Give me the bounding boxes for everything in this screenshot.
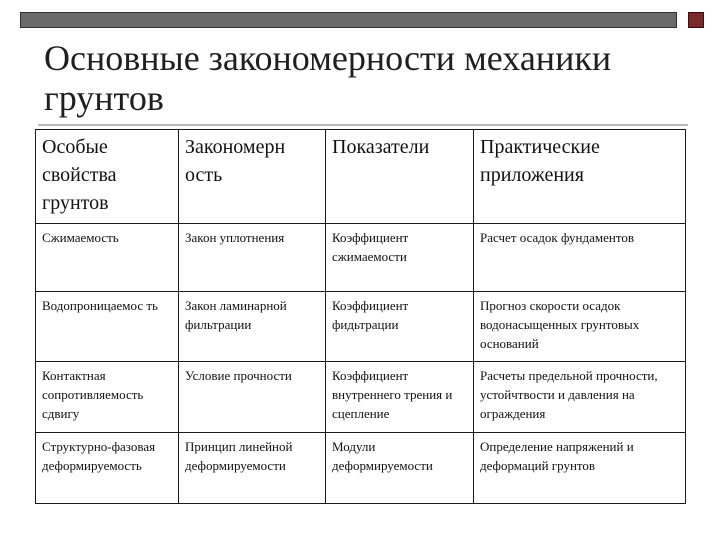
laws-table xyxy=(35,129,686,504)
table-cell: Расчет осадок фундаментов xyxy=(474,224,686,292)
table-cell: Контактная сопротивляемость сдвигу xyxy=(36,362,179,433)
header-cell-properties: Особые свойства грунтов xyxy=(36,130,179,224)
table-row xyxy=(36,362,686,433)
header-cell-indicators: Показатели xyxy=(326,130,474,224)
table-cell: Сжимаемость xyxy=(36,224,179,292)
table-cell: Определение напряжений и деформаций грунтов xyxy=(474,433,686,504)
table-cell: Коэффициент внутреннего трения и сцепление xyxy=(326,362,474,433)
table-row xyxy=(36,433,686,504)
table-cell: Закон ламинарной фильтрации xyxy=(179,292,326,362)
table-row xyxy=(36,292,686,362)
header-cell-law: Закономерн ость xyxy=(179,130,326,224)
table-cell: Водопроницаемос ть xyxy=(36,292,179,362)
table-cell: Прогноз скорости осадок водонасыщенных грунтовых оснований xyxy=(474,292,686,362)
top-decor-square xyxy=(688,12,704,28)
table-cell: Структурно-фазовая деформируемость xyxy=(36,433,179,504)
table-row xyxy=(36,224,686,292)
table-cell: Принцип линейной деформируемости xyxy=(179,433,326,504)
table-cell: Условие прочности xyxy=(179,362,326,433)
header-cell-applications: Практические приложения xyxy=(474,130,686,224)
table-cell: Коэффициент фидьтрации xyxy=(326,292,474,362)
table-cell: Модули деформируемости xyxy=(326,433,474,504)
title-underline xyxy=(38,124,688,126)
table-cell: Коэффициент сжимаемости xyxy=(326,224,474,292)
table-cell: Закон уплотнения xyxy=(179,224,326,292)
top-decor-bar xyxy=(20,12,677,28)
slide-title: Основные закономерности механики грунтов xyxy=(44,38,612,118)
table-header-row xyxy=(36,130,686,224)
table-cell: Расчеты предельной прочности, устойчтвости и давления на ограждения xyxy=(474,362,686,433)
